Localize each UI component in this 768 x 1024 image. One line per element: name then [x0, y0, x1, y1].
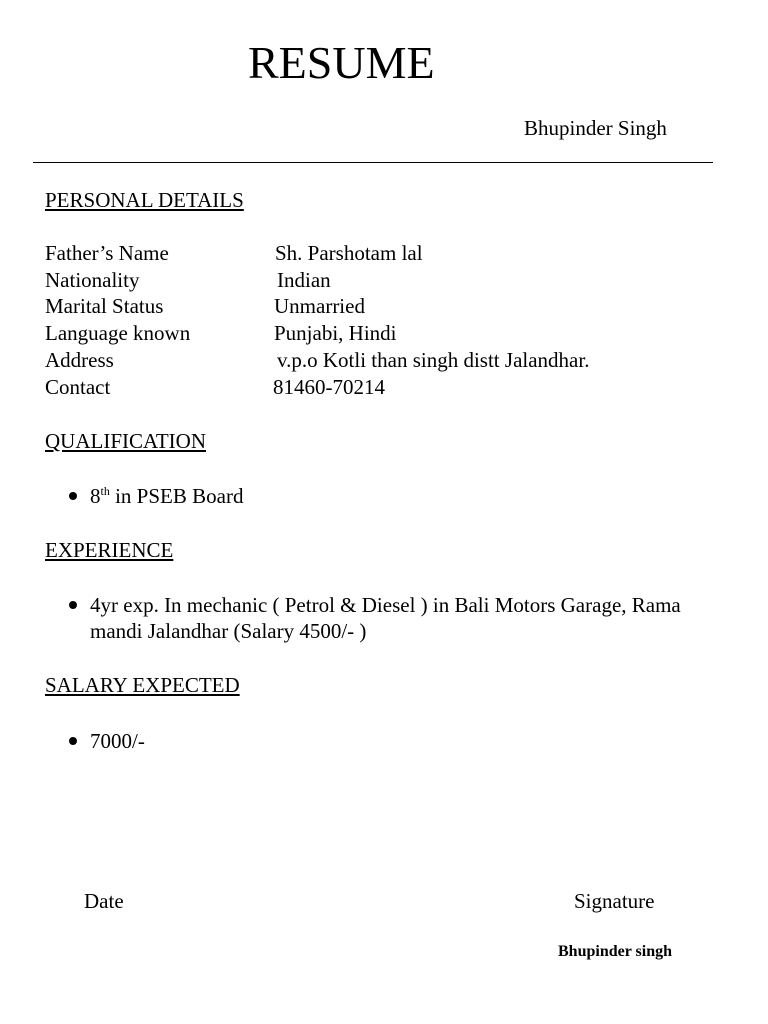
qualification-heading: QUALIFICATION	[45, 429, 206, 453]
detail-label: Nationality	[45, 268, 140, 292]
date-label: Date	[84, 889, 124, 913]
bullet-icon	[69, 737, 77, 745]
salary-expected-heading: SALARY EXPECTED	[45, 673, 240, 697]
detail-label: Father’s Name	[45, 241, 169, 265]
detail-value: Unmarried	[274, 294, 365, 318]
experience-heading: EXPERIENCE	[45, 538, 174, 562]
detail-row-address	[45, 350, 725, 374]
detail-value: Sh. Parshotam lal	[275, 241, 423, 265]
experience-item: 4yr exp. In mechanic ( Petrol & Diesel ) in Bali Motors Garage, Rama mandi Jalandhar (Salary 4500/- )	[90, 593, 681, 643]
detail-row-language	[45, 323, 725, 347]
personal-details-heading: PERSONAL DETAILS	[45, 188, 244, 212]
detail-row-nationality	[45, 270, 725, 294]
detail-label: Language known	[45, 321, 191, 345]
detail-value: Indian	[277, 268, 331, 292]
detail-value: 81460-70214	[273, 375, 385, 399]
detail-value: v.p.o Kotli than singh distt Jalandhar.	[277, 348, 590, 372]
detail-row-fathers-name	[45, 243, 725, 267]
signature-label: Signature	[574, 889, 655, 913]
detail-label: Address	[45, 348, 114, 372]
detail-label: Contact	[45, 375, 111, 399]
detail-row-contact	[45, 377, 725, 401]
applicant-name: Bhupinder Singh	[524, 116, 667, 140]
bullet-icon	[69, 601, 77, 609]
header-divider	[33, 162, 713, 163]
detail-value: Punjabi, Hindi	[274, 321, 397, 345]
detail-label: Marital Status	[45, 294, 164, 318]
qualification-grade-suffix: th	[100, 484, 110, 498]
detail-row-marital-status	[45, 296, 725, 320]
qualification-board: in PSEB Board	[109, 484, 244, 508]
qualification-item	[90, 486, 243, 507]
page-title: RESUME	[248, 37, 435, 88]
qualification-grade: 8	[90, 484, 101, 508]
salary-item: 7000/-	[90, 729, 145, 753]
bullet-icon	[69, 492, 77, 500]
signature-name: Bhupinder singh	[558, 943, 672, 960]
